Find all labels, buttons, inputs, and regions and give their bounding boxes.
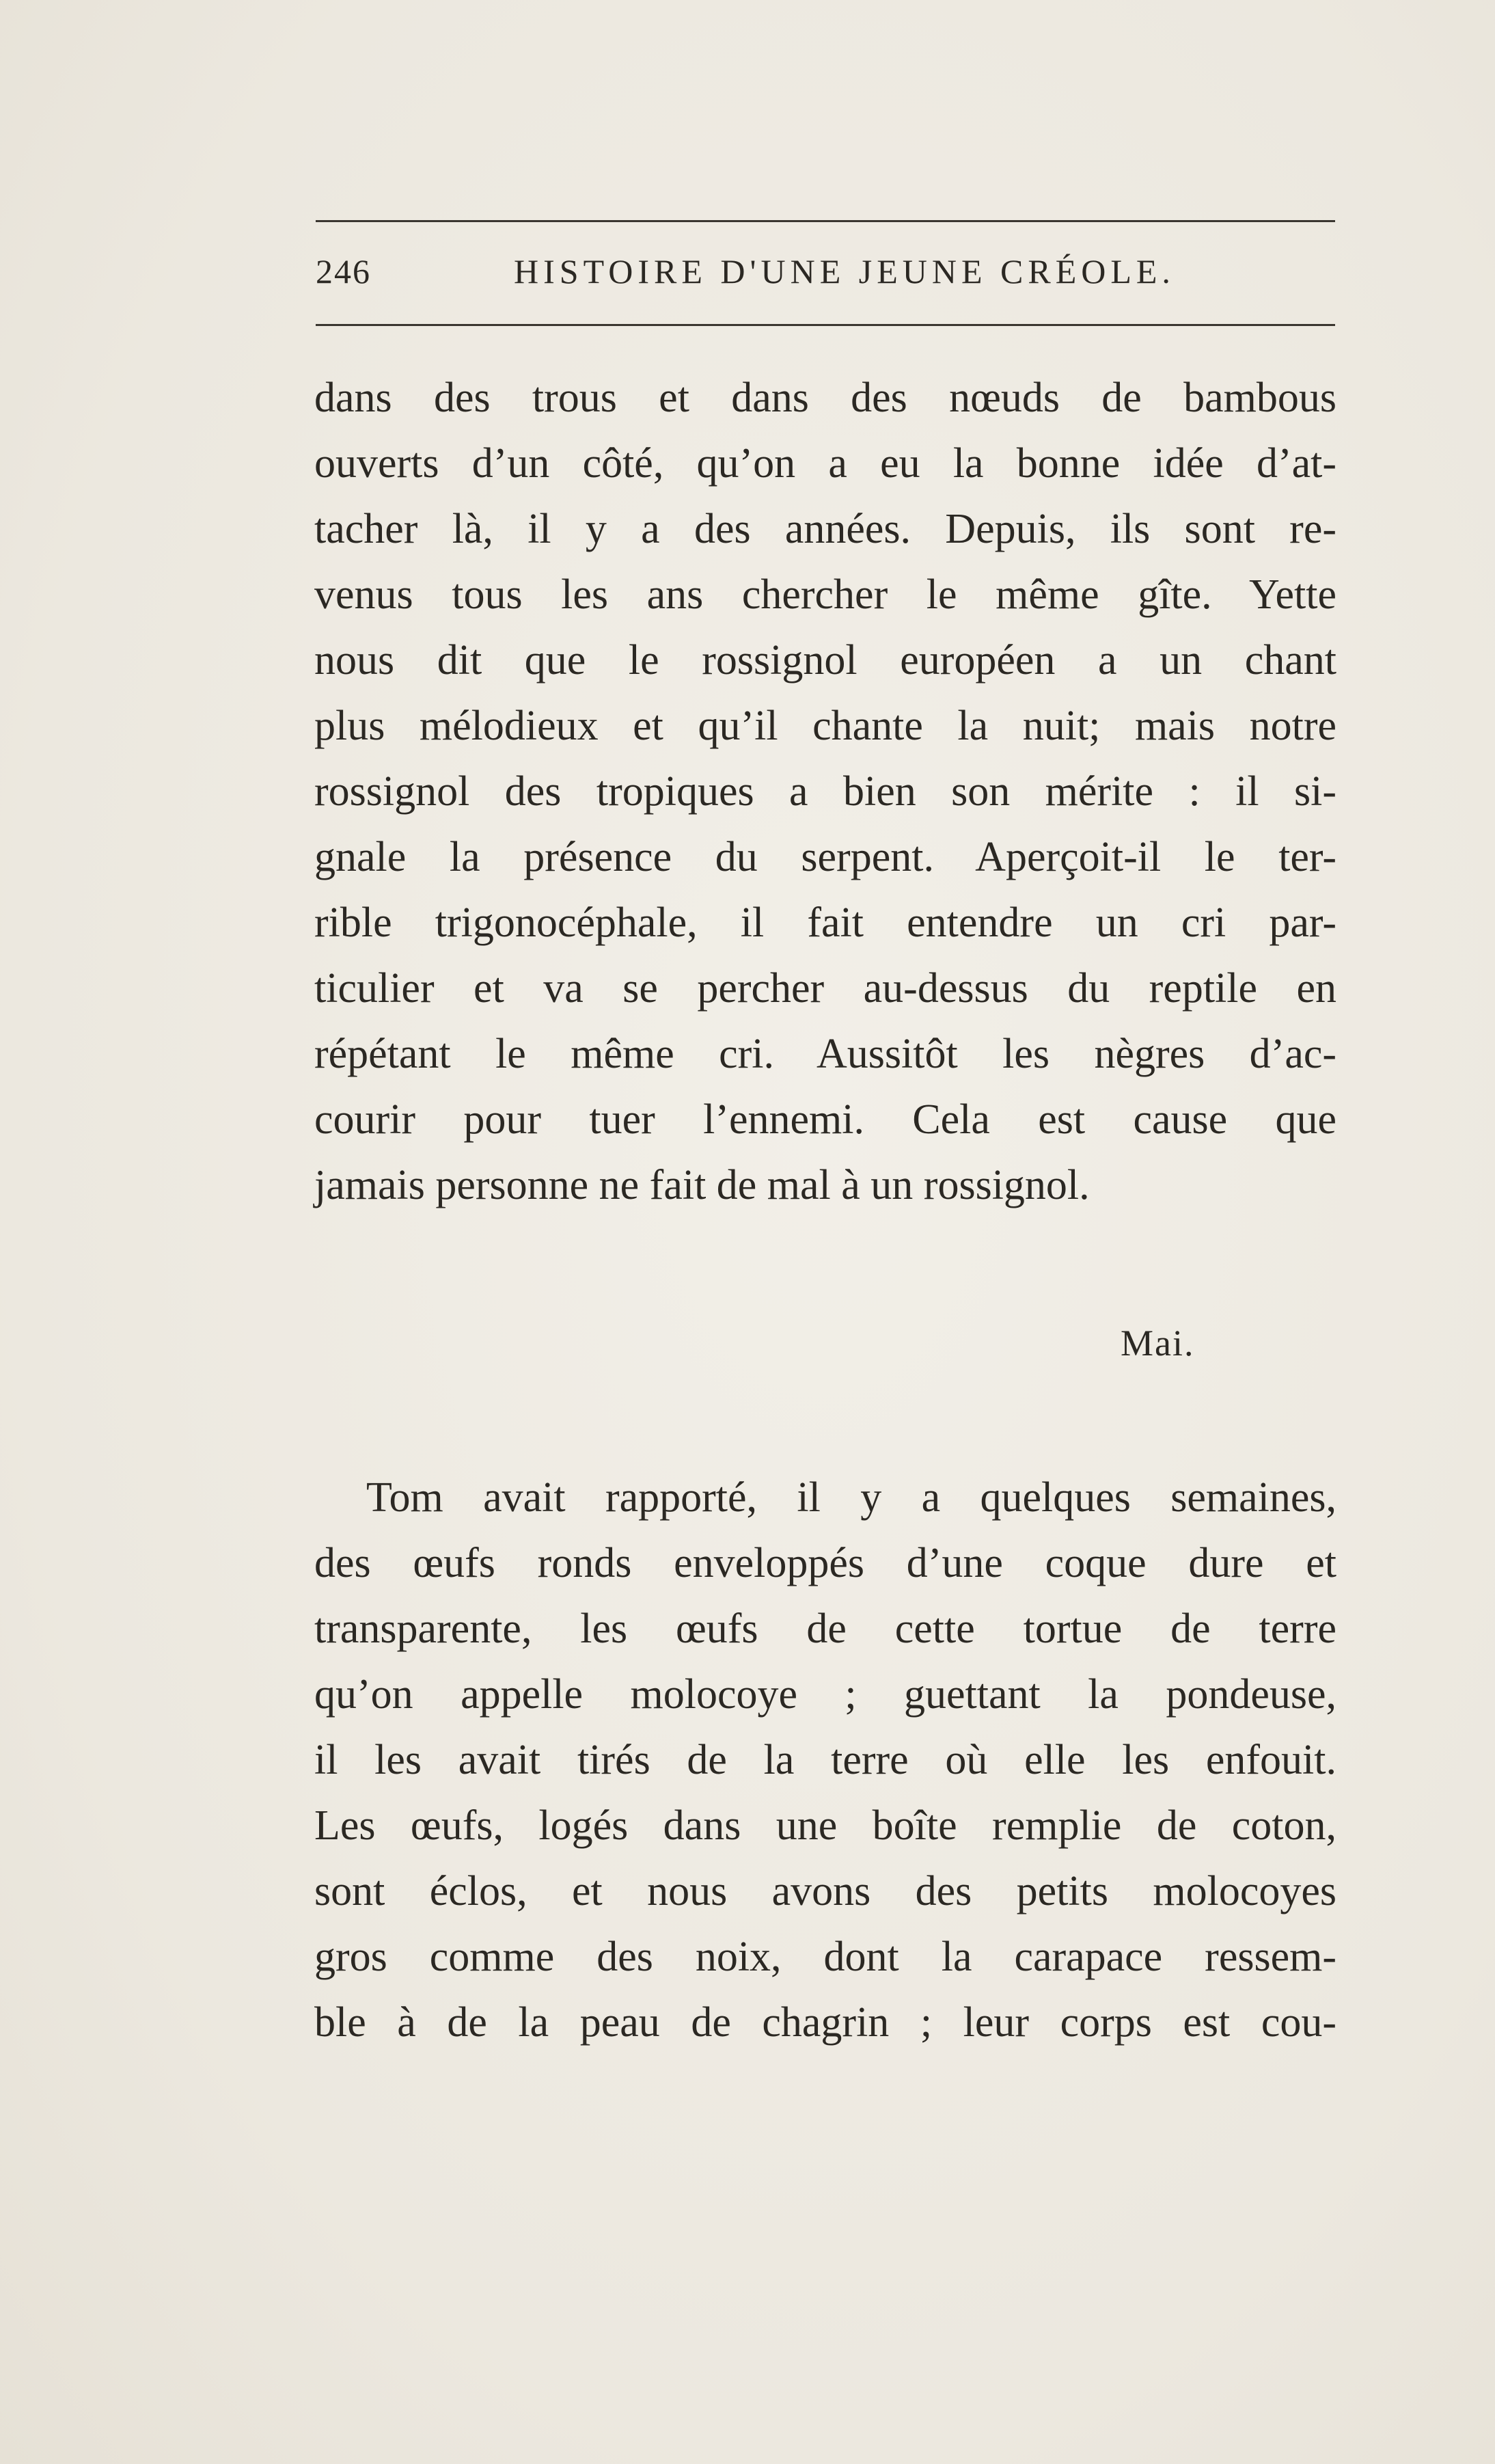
text-line: courir pour tuer l’ennemi. Cela est cause que bbox=[314, 1096, 1336, 1143]
text-line: Tom avait rapporté, il y a quelques semaines, bbox=[366, 1474, 1336, 1521]
text-line: jamais personne ne fait de mal à un rossignol. bbox=[314, 1162, 1090, 1208]
text-line: Les œufs, logés dans une boîte remplie de coton, bbox=[314, 1802, 1336, 1849]
text-line: rible trigonocéphale, il fait entendre un cri par- bbox=[314, 899, 1336, 946]
text-line: sont éclos, et nous avons des petits molocoyes bbox=[314, 1868, 1336, 1914]
text-line: répétant le même cri. Aussitôt les nègres d’ac- bbox=[314, 1031, 1336, 1077]
text-line: gros comme des noix, dont la carapace ressem- bbox=[314, 1934, 1336, 1980]
text-line: ticulier et va se percher au-dessus du reptile en bbox=[314, 965, 1336, 1012]
page-number: 246 bbox=[316, 252, 371, 290]
text-line: nous dit que le rossignol européen a un chant bbox=[314, 637, 1336, 683]
text-line: venus tous les ans chercher le même gîte. Yette bbox=[314, 571, 1336, 618]
text-line: dans des trous et dans des nœuds de bambous bbox=[314, 375, 1336, 421]
section-date-heading: Mai. bbox=[1121, 1323, 1195, 1364]
text-line: rossignol des tropiques a bien son mérite : il si- bbox=[314, 768, 1336, 815]
text-line: tacher là, il y a des années. Depuis, ils sont re- bbox=[314, 506, 1336, 552]
text-line: transparente, les œufs de cette tortue de terre bbox=[314, 1606, 1336, 1652]
paragraph-1 bbox=[314, 365, 1336, 1218]
text-line: il les avait tirés de la terre où elle les enfouit. bbox=[314, 1737, 1336, 1783]
paragraph-2 bbox=[314, 1465, 1336, 2055]
text-line: qu’on appelle molocoye ; guettant la pondeuse, bbox=[314, 1671, 1336, 1718]
text-line: gnale la présence du serpent. Aperçoit-il le ter- bbox=[314, 834, 1336, 880]
header-bottom-rule bbox=[316, 324, 1335, 326]
text-line: ble à de la peau de chagrin ; leur corps est cou- bbox=[314, 1999, 1336, 2046]
text-line: des œufs ronds enveloppés d’une coque dure et bbox=[314, 1540, 1336, 1586]
text-line: ouverts d’un côté, qu’on a eu la bonne idée d’at- bbox=[314, 440, 1336, 487]
text-line: plus mélodieux et qu’il chante la nuit; mais notre bbox=[314, 703, 1336, 749]
running-header bbox=[316, 252, 1335, 299]
header-top-rule bbox=[316, 220, 1335, 222]
running-title: HISTOIRE D'UNE JEUNE CRÉOLE. bbox=[514, 252, 1175, 290]
